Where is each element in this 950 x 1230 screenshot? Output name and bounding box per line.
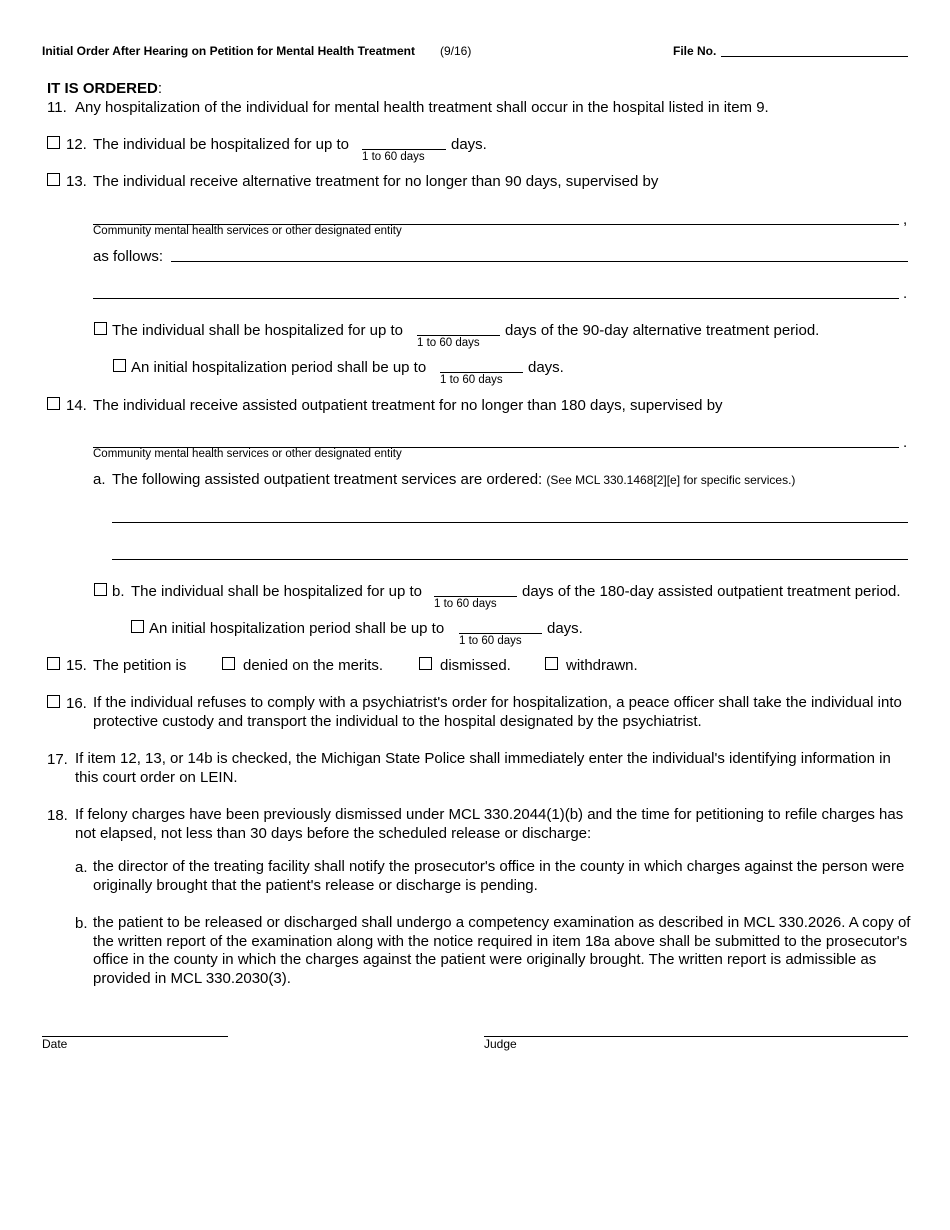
item14b-checkbox[interactable] — [94, 583, 107, 596]
item13-sub2-after: days. — [528, 359, 564, 376]
ordered-heading: IT IS ORDERED: — [47, 80, 163, 97]
item14b-after: days of the 180-day assisted outpatient treatment period. — [522, 583, 901, 600]
item14a-text: The following assisted outpatient treatment services are ordered: (See MCL 330.1468[2][e] for specific services.) — [112, 471, 796, 488]
item14-text: The individual receive assisted outpatient treatment for no longer than 180 days, supervised by — [93, 397, 723, 414]
item13-as-follows-label: as follows: — [93, 248, 164, 265]
form-title: Initial Order After Hearing on Petition for Mental Health Treatment — [42, 44, 415, 58]
item14a-label: a. — [93, 471, 106, 488]
item18-number: 18. — [47, 807, 68, 824]
file-no-label: File No. — [673, 44, 717, 58]
item14-period: . — [903, 434, 908, 451]
item14b-days-field[interactable] — [434, 596, 517, 597]
item14b-text: The individual shall be hospitalized for up to — [131, 583, 423, 600]
item14b2-checkbox[interactable] — [131, 620, 144, 633]
item13-sub1-checkbox[interactable] — [94, 322, 107, 335]
item13-sub2-days-field[interactable] — [440, 372, 523, 373]
item14b-label: b. — [112, 583, 125, 600]
item13-sub1-after: days of the 90-day alternative treatment period. — [505, 322, 820, 339]
form-version: (9/16) — [440, 44, 472, 58]
item14b-days-hint: 1 to 60 days — [434, 598, 497, 610]
item14a-services-field-2[interactable] — [112, 559, 908, 560]
item14b2-after: days. — [547, 620, 583, 637]
item13-sub1-days-hint: 1 to 60 days — [417, 337, 480, 349]
item12-after: days. — [451, 136, 487, 153]
item13-as-follows-field-2[interactable] — [93, 298, 899, 299]
item11-number: 11. — [47, 99, 67, 116]
item14b2-days-field[interactable] — [459, 633, 542, 634]
item13-sub1-days-field[interactable] — [417, 335, 500, 336]
item14b2-text: An initial hospitalization period shall be up to — [149, 620, 445, 637]
file-no-field[interactable] — [721, 56, 908, 57]
item13-text: The individual receive alternative treatment for no longer than 90 days, supervised by — [93, 173, 659, 190]
item15-withdrawn-checkbox[interactable] — [545, 657, 558, 670]
item15-dismissed-label: dismissed. — [440, 657, 511, 674]
item13-comma: , — [903, 211, 908, 228]
item16-checkbox[interactable] — [47, 695, 60, 708]
item14-number: 14. — [66, 397, 87, 414]
item18b-text: the patient to be released or discharged shall undergo a competency examination as described in MCL 330.2026. A copy of the written report of the examination along with the notice required in item 18a above shall be submitted to the prosecutor's office in the county in which the charges against the patient were originally brought. The written report is admissible as provided in MCL 330.2030(3). — [93, 914, 911, 987]
item18a-text: the director of the treating facility shall notify the prosecutor's office in the county in which charges against the person were originally brought that the patient's release or discharge is pending. — [93, 858, 905, 894]
item15-denied-checkbox[interactable] — [222, 657, 235, 670]
judge-signature-field[interactable] — [484, 1036, 908, 1037]
date-signature-field[interactable] — [42, 1036, 228, 1037]
item15-denied-label: denied on the merits. — [243, 657, 384, 674]
judge-label: Judge — [484, 1037, 517, 1051]
item15-text: The petition is — [93, 657, 187, 674]
item13-sub2-text: An initial hospitalization period shall be up to — [131, 359, 427, 376]
date-label: Date — [42, 1037, 68, 1051]
item13-sub2-days-hint: 1 to 60 days — [440, 374, 503, 386]
item17-text: If item 12, 13, or 14b is checked, the Michigan State Police shall immediately enter the individual's identifying information in this court order on LEIN. — [75, 750, 891, 786]
item18-text: If felony charges have been previously dismissed under MCL 330.2044(1)(b) and the time for petitioning to refile charges has not elapsed, not less than 30 days before the scheduled release or discharge: — [75, 806, 904, 842]
item15-checkbox[interactable] — [47, 657, 60, 670]
item12-days-hint: 1 to 60 days — [362, 151, 425, 163]
item13-checkbox[interactable] — [47, 173, 60, 186]
item13-number: 13. — [66, 173, 87, 190]
item12-days-field[interactable] — [362, 149, 446, 150]
item12-checkbox[interactable] — [47, 136, 60, 149]
item14-checkbox[interactable] — [47, 397, 60, 410]
item17-number: 17. — [47, 751, 68, 768]
item18b-label: b. — [75, 915, 88, 932]
item12-number: 12. — [66, 136, 87, 153]
item12-text: The individual be hospitalized for up to — [93, 136, 349, 153]
item14-entity-caption: Community mental health services or other designated entity — [93, 448, 402, 460]
item13-sub2-checkbox[interactable] — [113, 359, 126, 372]
item13-sub1-text: The individual shall be hospitalized for up to — [112, 322, 404, 339]
item14b2-days-hint: 1 to 60 days — [459, 635, 522, 647]
item15-number: 15. — [66, 657, 87, 674]
item16-number: 16. — [66, 695, 87, 712]
item11-text: Any hospitalization of the individual for mental health treatment shall occur in the hospital listed in item 9. — [75, 99, 769, 116]
item18a-label: a. — [75, 859, 88, 876]
item13-as-follows-field[interactable] — [171, 261, 908, 262]
item16-text: If the individual refuses to comply with a psychiatrist's order for hospitalization, a peace officer shall take the individual into protective custody and transport the individual to the hospital designated by the psychiatrist. — [93, 694, 902, 730]
item15-withdrawn-label: withdrawn. — [566, 657, 638, 674]
item15-dismissed-checkbox[interactable] — [419, 657, 432, 670]
item13-period: . — [903, 285, 908, 302]
item14a-services-field[interactable] — [112, 522, 908, 523]
item13-entity-caption: Community mental health services or other designated entity — [93, 225, 402, 237]
